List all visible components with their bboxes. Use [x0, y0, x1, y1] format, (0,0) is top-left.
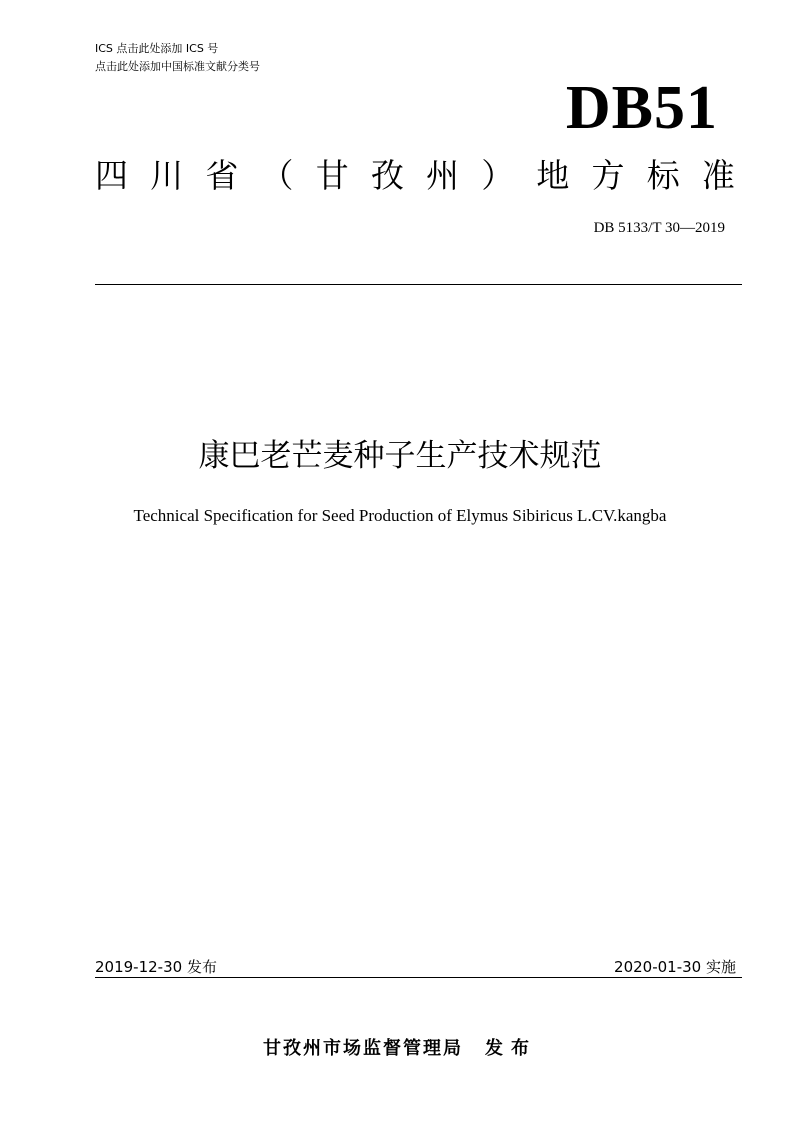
publisher-name: 甘孜州市场监督管理局 — [263, 1038, 463, 1059]
publisher-line — [0, 1036, 800, 1062]
classification-number-placeholder[interactable]: 点击此处添加中国标准文献分类号 — [95, 60, 260, 73]
standard-number: DB 5133/T 30—2019 — [593, 220, 725, 236]
standard-title-char: 孜 — [370, 156, 404, 195]
standard-title-char: 川 — [150, 156, 184, 195]
header-divider — [95, 284, 742, 285]
standard-title-char: 四 — [95, 156, 128, 195]
standard-title-char: 方 — [591, 156, 625, 195]
standard-type-title — [95, 156, 735, 196]
standard-title-char: （ — [260, 156, 294, 195]
standard-title-char: 州 — [426, 156, 460, 195]
publisher-suffix: 发布 — [485, 1038, 537, 1059]
document-title-chinese: 康巴老芒麦种子生产技术规范 — [198, 438, 602, 474]
standard-title-char: 省 — [205, 156, 239, 195]
standard-code-logo: DB51 — [565, 74, 718, 142]
standard-title-char: 甘 — [315, 156, 349, 195]
document-title-english: Technical Specification for Seed Production of Elymus Sibiricus L.CV.kangba — [133, 506, 667, 525]
standard-title-char: ） — [481, 156, 515, 195]
standard-title-char: 标 — [646, 156, 680, 195]
issue-date: 2019-12-30 发布 — [95, 958, 217, 976]
footer-divider — [95, 977, 742, 978]
standard-title-char: 准 — [701, 156, 735, 195]
implementation-date: 2020-01-30 实施 — [614, 958, 736, 976]
ics-number-placeholder[interactable]: ICS 点击此处添加 ICS 号 — [95, 42, 219, 55]
standard-title-char: 地 — [536, 156, 570, 195]
